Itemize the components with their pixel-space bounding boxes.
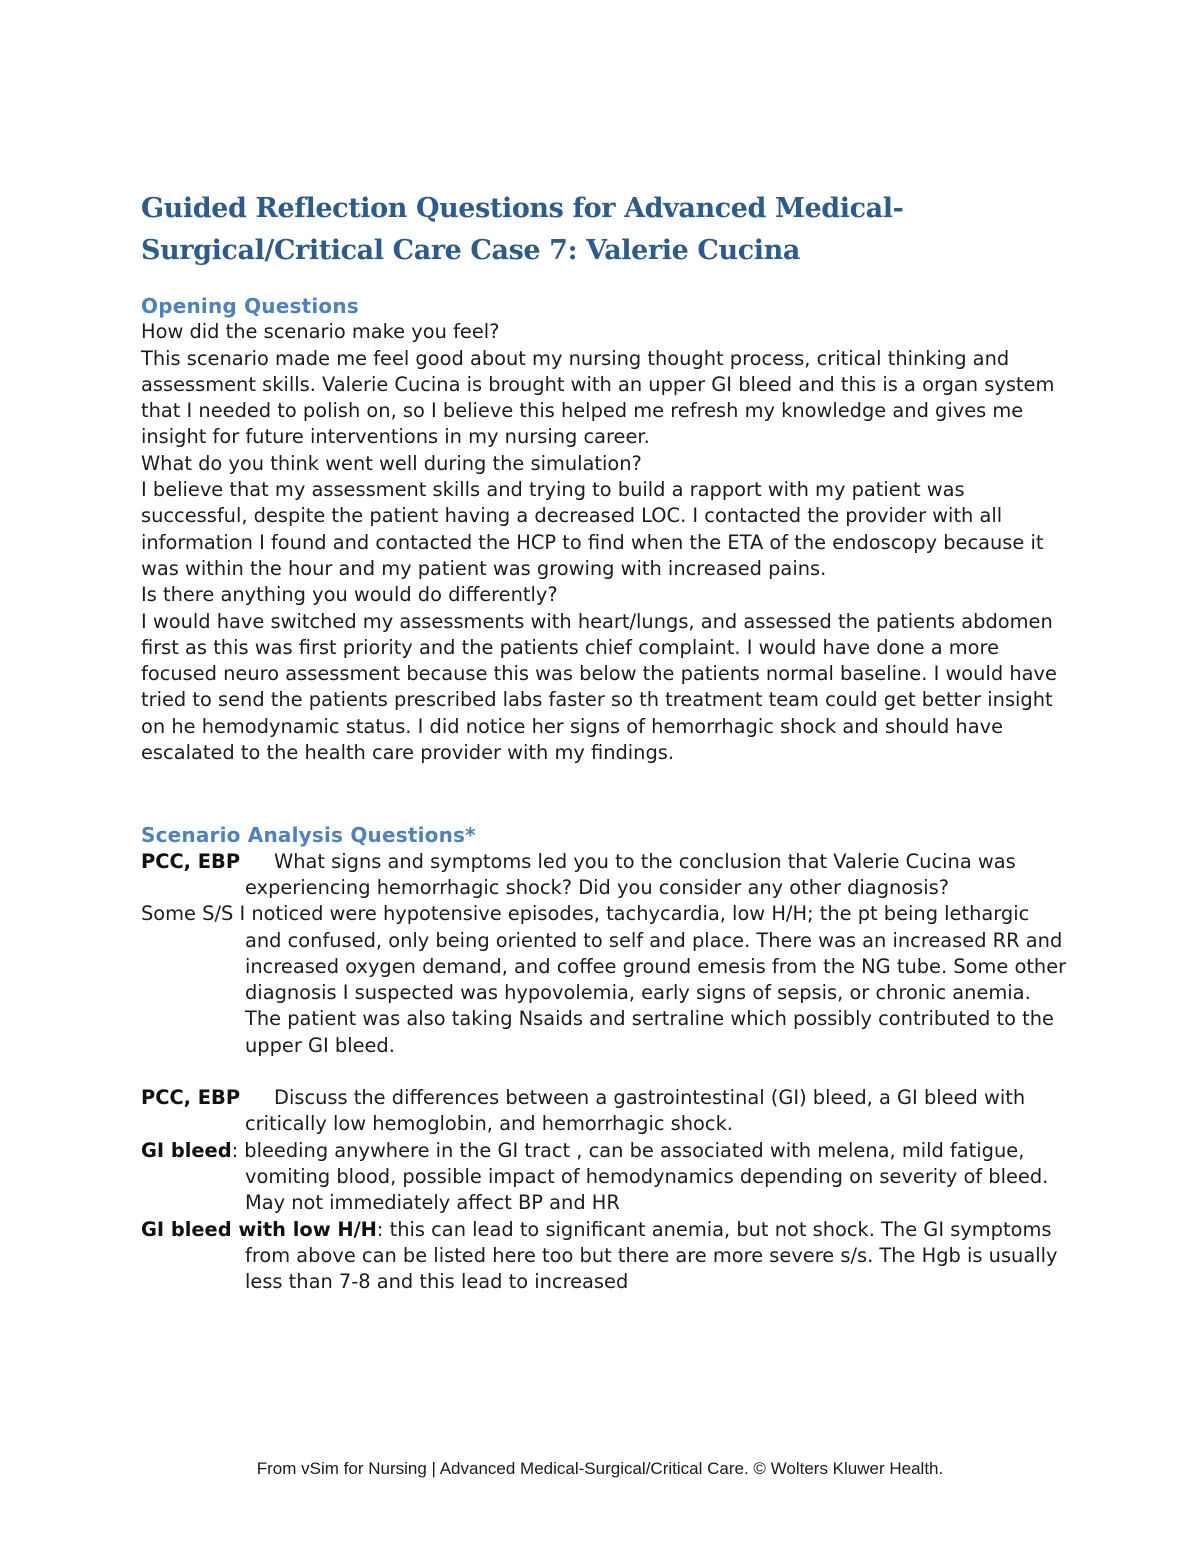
definition-term: GI bleed with low H/H: [141, 1217, 377, 1241]
page-footer: From vSim for Nursing | Advanced Medical-Surgical/Critical Care. © Wolters Kluwer Health.: [256, 1459, 944, 1478]
definition-text: : this can lead to significant anemia, but not shock. The GI symptoms from above can be listed here too but there are more severe s/s. The Hgb is usually less than 7-8 and this lead to increased: [245, 1217, 1058, 1294]
competency-tag: PCC, EBP: [141, 849, 241, 873]
analysis-question-2: [141, 1085, 1071, 1138]
question-text: What signs and symptoms led you to the conclusion that Valerie Cucina was experiencing hemorrhagic shock? Did you consider any other diagnosis?: [245, 849, 1016, 899]
opening-answer-1: This scenario made me feel good about my nursing thought process, critical thinking and assessment skills. Valerie Cucina is brought with an upper GI bleed and this is a organ system that I needed to polish on, so I believe this helped me refresh my knowledge and gives me insight for future interventions in my nursing career.: [141, 346, 1055, 449]
opening-answer-2: I believe that my assessment skills and trying to build a rapport with my patient was successful, despite the patient having a decreased LOC. I contacted the provider with all information I found and contacted the HCP to find when the ETA of the endoscopy because it was within the hour and my patient was growing with increased pains.: [141, 478, 1044, 580]
page-title: Guided Reflection Questions for Advanced Medical-Surgical/Critical Care Case 7: Valerie Cucina: [141, 193, 904, 266]
analysis-answer-1: Some S/S I noticed were hypotensive episodes, tachycardia, low H/H; the pt being lethargic and confused, only being oriented to self and place. There was an increased RR and increased oxygen demand, and coffee ground emesis from the NG tube. Some other diagnosis I suspected was hypovolemia, early signs of sepsis, or chronic anemia. The patient was also taking Nsaids and sertraline which possibly contributed to the upper GI bleed.: [141, 902, 1067, 1057]
opening-questions-heading: Opening Questions: [141, 294, 359, 318]
definition-text: : bleeding anywhere in the GI tract , can be associated with melena, mild fatigue, vomiting blood, possible impact of hemodynamics depending on severity of bleed. May not immediately affect BP and HR: [231, 1138, 1049, 1215]
definition-gi-bleed-low-hh: [141, 1217, 1071, 1296]
opening-question-2: What do you think went well during the simulation?: [141, 451, 642, 475]
opening-question-3: Is there anything you would do differently?: [141, 583, 558, 607]
competency-tag: PCC, EBP: [141, 1086, 241, 1110]
document-body: [141, 293, 1071, 1295]
paragraph-spacer: [141, 1059, 1071, 1085]
definition-gi-bleed: [141, 1138, 1071, 1217]
opening-question-1: How did the scenario make you feel?: [141, 320, 500, 344]
section-spacer: [141, 766, 1071, 822]
question-text: Discuss the differences between a gastrointestinal (GI) bleed, a GI bleed with critically low hemoglobin, and hemorrhagic shock.: [245, 1086, 1026, 1136]
analysis-question-1: [141, 849, 1071, 902]
opening-answer-3: I would have switched my assessments with heart/lungs, and assessed the patients abdomen first as this was first priority and the patients chief complaint. I would have done a more focused neuro assessment because this was below the patients normal baseline. I would have tried to send the patients prescribed labs faster so th treatment team could get better insight on he hemodynamic status. I did notice her signs of hemorrhagic shock and should have escalated to the health care provider with my findings.: [141, 609, 1057, 765]
scenario-analysis-heading: Scenario Analysis Questions*: [141, 823, 476, 848]
definition-term: GI bleed: [141, 1138, 232, 1162]
